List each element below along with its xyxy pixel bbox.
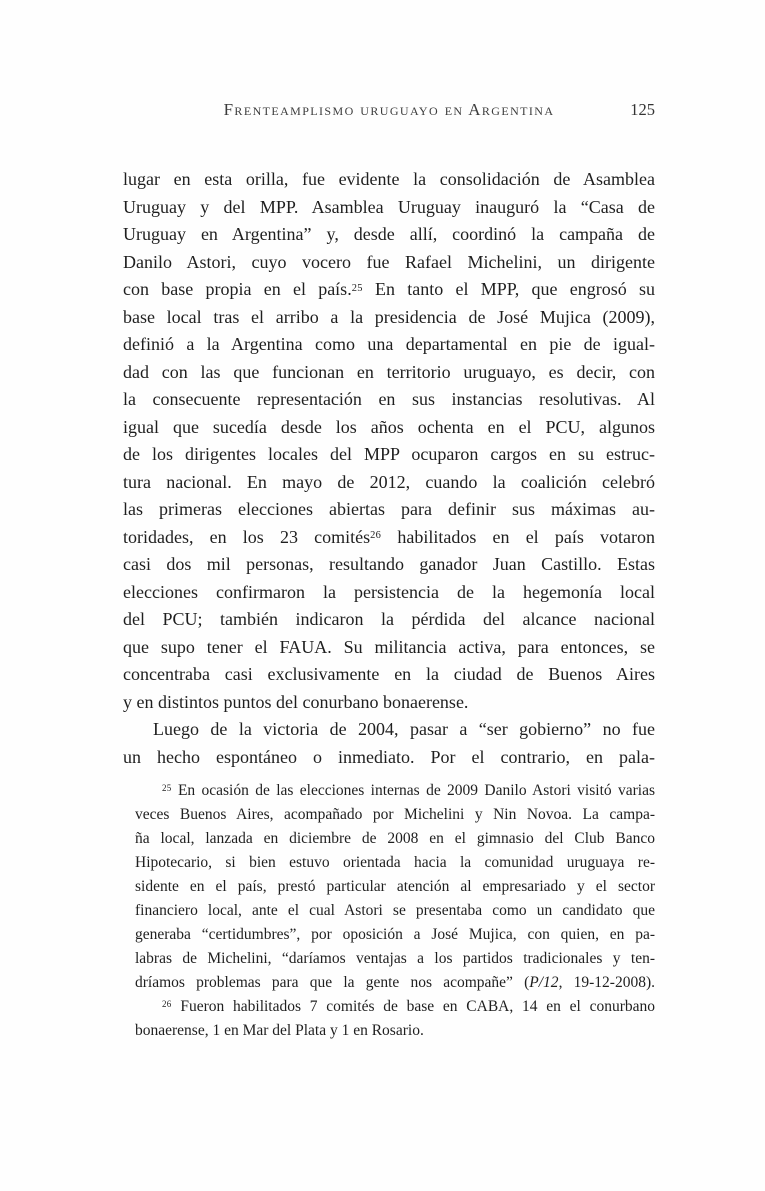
paragraph-2 — [123, 716, 655, 771]
footnote-ref-25: 25 — [351, 282, 363, 294]
body-line: lugar en esta orilla, fue evidente la consolidación de Asamblea — [123, 169, 655, 189]
body-line: concentraba casi exclusivamente en la ciudad de Buenos Aires — [123, 664, 655, 684]
body-line: elecciones confirmaron la persistencia de la hegemonía local — [123, 581, 655, 602]
page-number: 125 — [630, 100, 655, 119]
body-line: Uruguay en Argentina” y, desde allí, coordinó la campaña de — [123, 224, 655, 244]
paragraph-1 — [123, 166, 655, 716]
footnote-line: ña local, lanzada en diciembre de 2008 en el gimnasio del Club Banco — [135, 830, 655, 847]
footnote-line: bonaerense, 1 en Mar del Plata y 1 en Rosario. — [135, 1022, 424, 1039]
footnote-text: Fueron habilitados 7 comités de base en CABA, 14 en el conurbano — [171, 998, 655, 1015]
body-text — [123, 166, 655, 771]
body-line: Luego de la victoria de 2004, pasar a “ser gobierno” no fue — [153, 719, 655, 739]
body-line: Danilo Astori, cuyo vocero fue Rafael Michelini, un dirigente — [123, 251, 655, 272]
body-line-text: con base propia en el país. — [123, 279, 352, 299]
footnote-marker-26: 26 — [162, 999, 172, 1010]
footnote-line: financiero local, ante el cual Astori se presentaba como un candidato que — [135, 902, 655, 919]
footnote-marker-25: 25 — [162, 783, 172, 794]
body-line — [123, 524, 655, 552]
footnote-line — [135, 995, 655, 1019]
body-line: casi dos mil personas, resultando ganador Juan Castillo. Estas — [123, 554, 655, 574]
body-line: dad con las que funcionan en territorio uruguayo, es decir, con — [123, 361, 655, 382]
body-line — [123, 276, 655, 304]
body-line: Uruguay y del MPP. Asamblea Uruguay inauguró la “Casa de — [123, 196, 655, 217]
body-line: tura nacional. En mayo de 2012, cuando la coalición celebró — [123, 471, 655, 492]
running-header — [123, 100, 655, 124]
footnote-line — [135, 971, 655, 995]
footnote-line: veces Buenos Aires, acompañado por Michelini y Nin Novoa. La campa- — [135, 806, 655, 823]
journal-abbreviation: P/12 — [529, 974, 559, 991]
footnote-line: Hipotecario, si bien estuvo orientada hacia la comunidad uruguaya re- — [135, 854, 655, 871]
body-line: de los dirigentes locales del MPP ocuparon cargos en su estruc- — [123, 444, 655, 464]
body-line-text: En tanto el MPP, que engrosó su — [362, 279, 655, 299]
footnote-25 — [135, 779, 655, 995]
footnote-ref-26: 26 — [370, 530, 382, 542]
body-line: y en distintos puntos del conurbano bonaerense. — [123, 691, 469, 712]
footnote-26 — [135, 995, 655, 1043]
body-line: la consecuente representación en sus instancias resolutivas. Al — [123, 389, 655, 409]
header-title: Frenteamplismo uruguayo en Argentina — [223, 100, 555, 119]
body-line: del PCU; también indicaron la pérdida del alcance nacional — [123, 609, 655, 629]
body-line: definió a la Argentina como una departamental en pie de igual- — [123, 334, 655, 354]
footnote-line: generaba “certidumbres”, por oposición a José Mujica, con quien, en pa- — [135, 926, 655, 943]
body-line: un hecho espontáneo o inmediato. Por el contrario, en pala- — [123, 746, 655, 767]
footnote-line: sidente en el país, prestó particular atención al empresariado y el sector — [135, 878, 655, 895]
body-line: las primeras elecciones abiertas para definir sus máximas au- — [123, 499, 655, 519]
body-line: que supo tener el FAUA. Su militancia activa, para entonces, se — [123, 636, 655, 657]
footnote-text: , 19-12-2008). — [558, 974, 655, 991]
footnote-text: dríamos problemas para que la gente nos acompañe” ( — [135, 974, 530, 991]
footnote-line — [135, 779, 655, 803]
footnotes-section — [135, 779, 655, 1043]
body-line-text: habilitados en el país votaron — [381, 526, 656, 547]
body-line: base local tras el arribo a la presidencia de José Mujica (2009), — [123, 306, 655, 327]
footnote-line: labras de Michelini, “daríamos ventajas a los partidos tradicionales y ten- — [135, 950, 655, 967]
body-line: igual que sucedía desde los años ochenta en el PCU, algunos — [123, 416, 655, 437]
footnote-text: En ocasión de las elecciones internas de 2009 Danilo Astori visitó varias — [171, 782, 655, 799]
body-line-text: toridades, en los 23 comités — [123, 526, 371, 547]
